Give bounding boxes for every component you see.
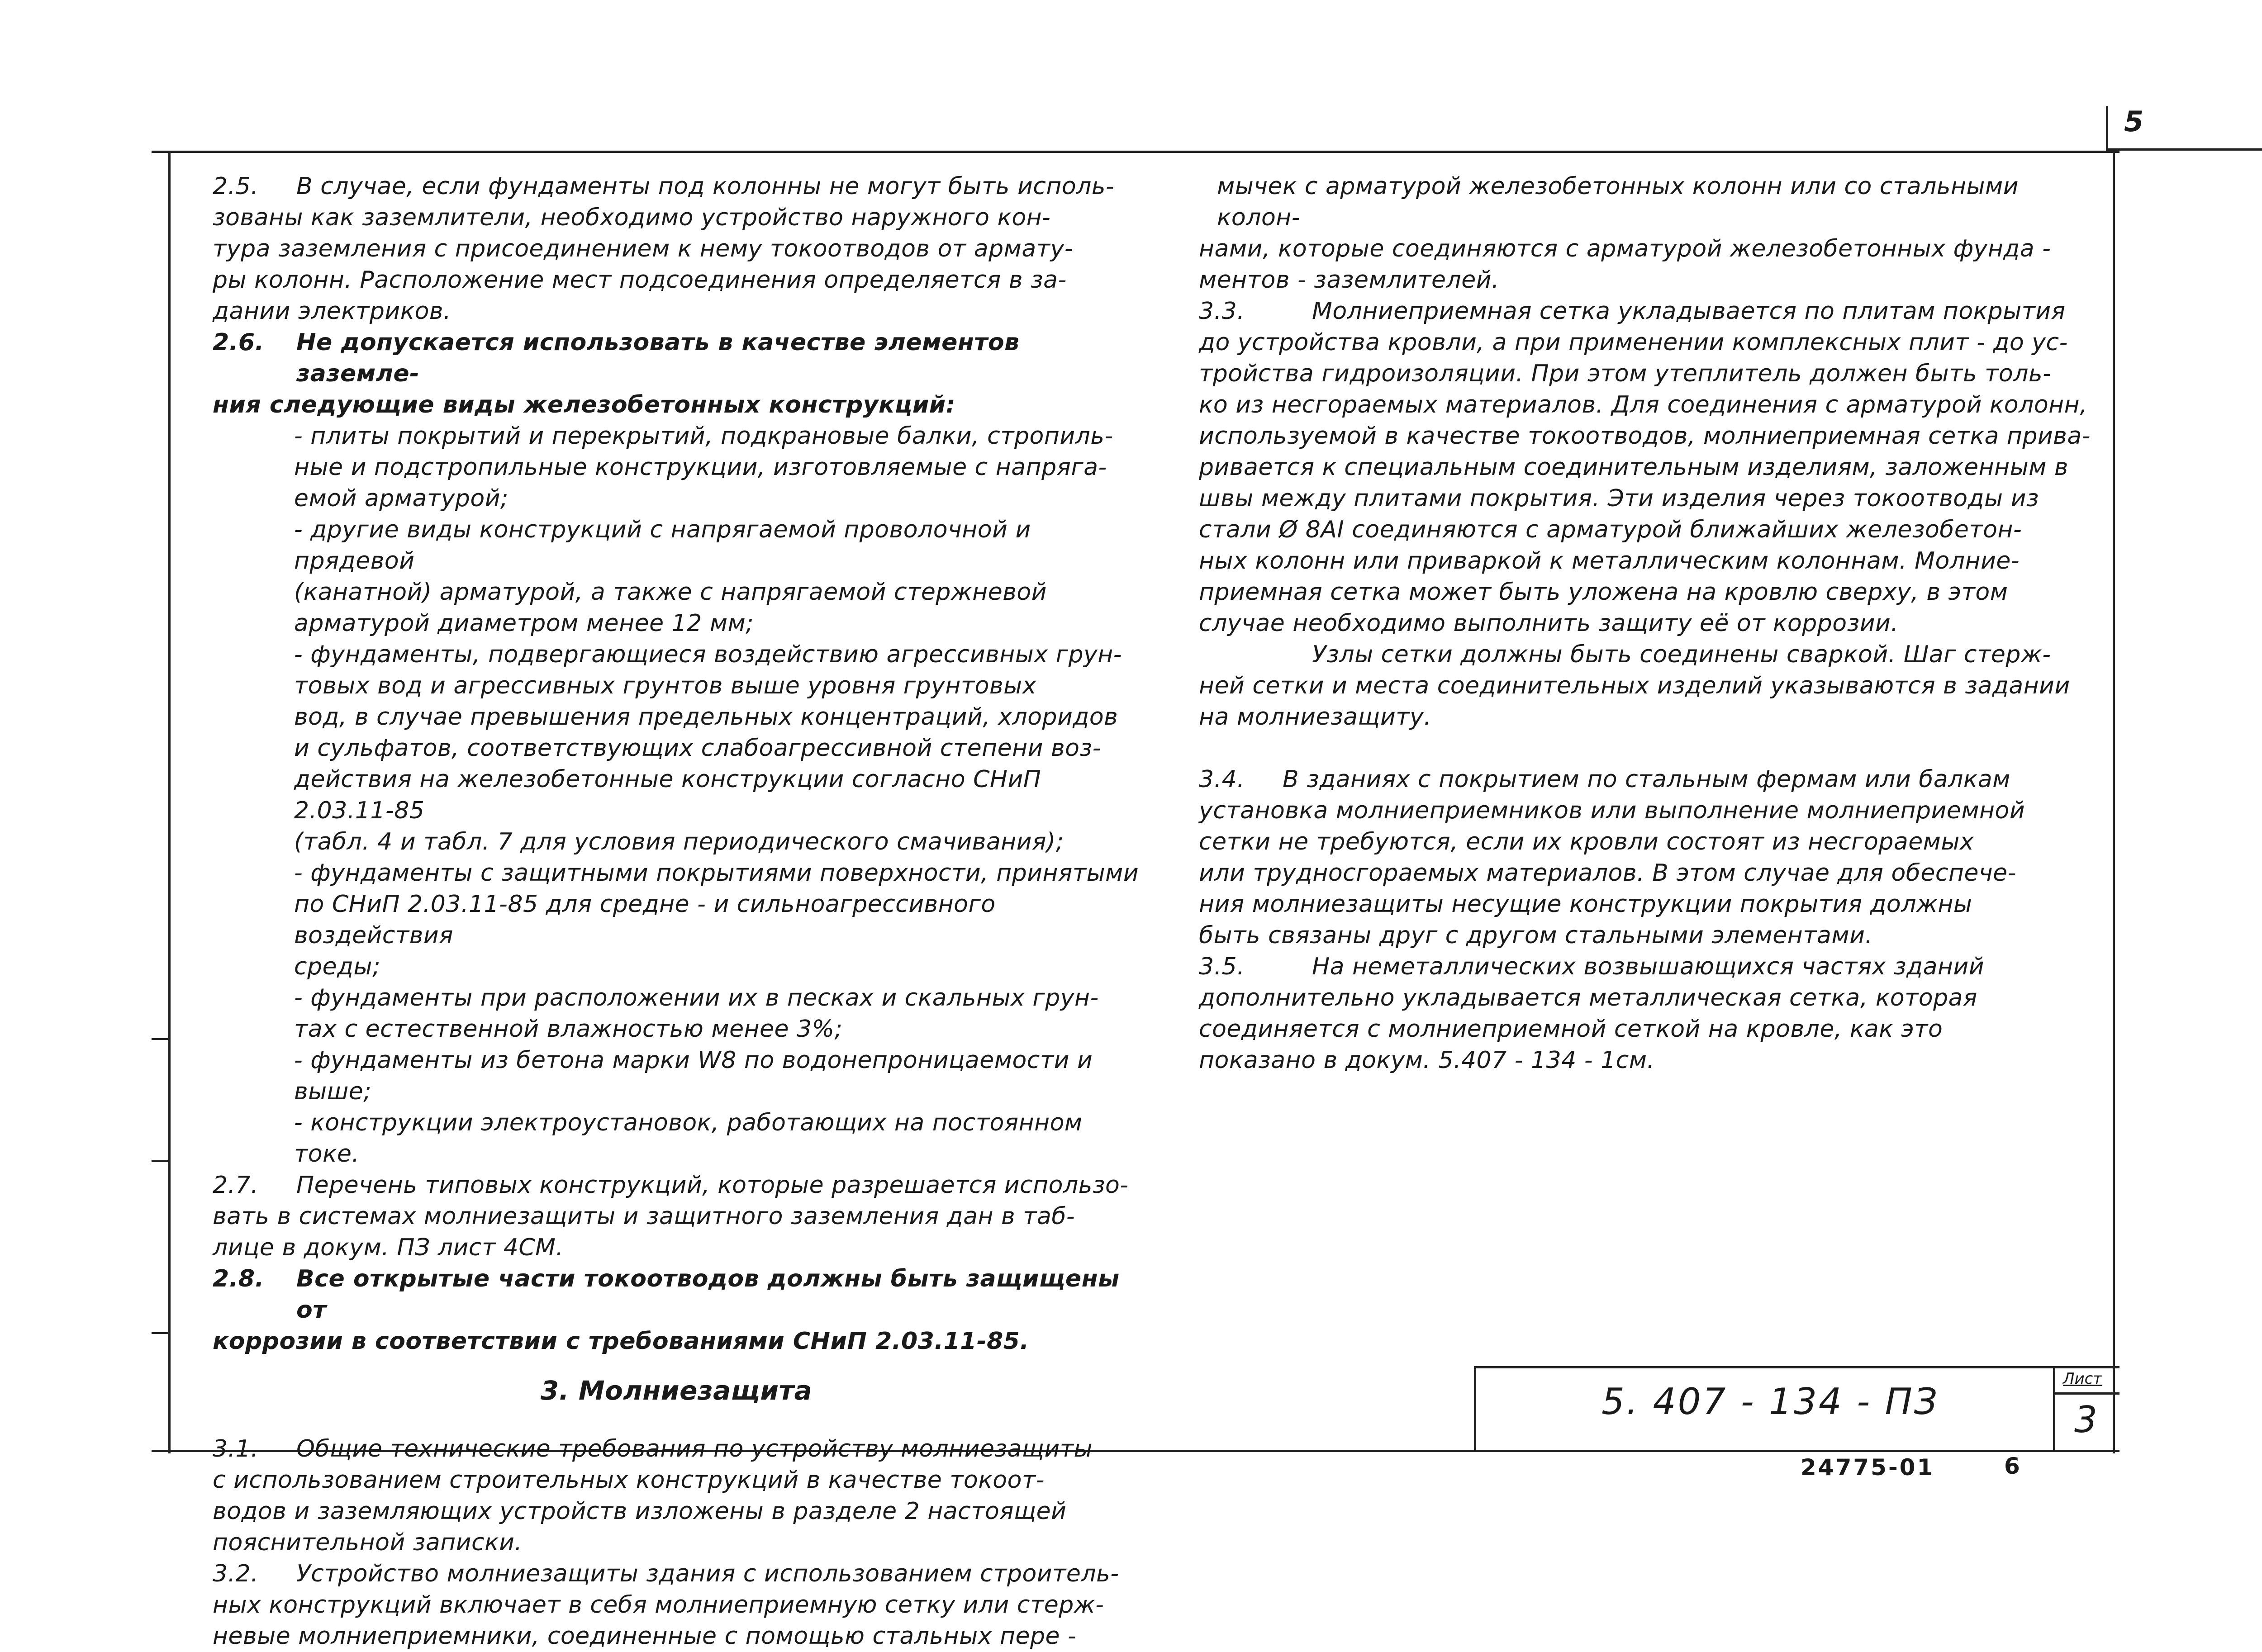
paragraph-line: водов и заземляющих устройств изложены в разделе 2 настоящей bbox=[213, 1498, 1067, 1525]
paragraph-line: случае необходимо выполнить защиту её от коррозии. bbox=[1199, 610, 1899, 637]
binding-mark bbox=[152, 1160, 170, 1162]
list-line: - фундаменты при расположении их в песках и скальных грун- bbox=[294, 984, 1099, 1011]
paragraph-number: 3.1. bbox=[213, 1435, 259, 1462]
list-line: емой арматурой; bbox=[294, 485, 509, 512]
list-line: - фундаменты из бетона марки W8 по водонепроницаемости и выше; bbox=[294, 1047, 1093, 1105]
list-line: (канатной) арматурой, а также с напрягаемой стержневой bbox=[294, 579, 1047, 606]
paragraph-line: ных конструкций включает в себя молниеприемную сетку или стерж- bbox=[213, 1591, 1104, 1619]
title-block-row-line bbox=[2053, 1392, 2119, 1395]
archive-number: 24775-01 bbox=[1801, 1454, 1935, 1481]
paragraph-2-8 bbox=[213, 1263, 1140, 1357]
paragraph-3-3 bbox=[1199, 296, 2108, 639]
paragraph-line: ривается к специальным соединительным изделиям, заложенным в bbox=[1199, 454, 2069, 481]
paragraph-line: ры колонн. Расположение мест подсоединения определяется в за- bbox=[213, 266, 1067, 294]
paragraph-3-2 bbox=[213, 1558, 1140, 1652]
paragraph-3-5 bbox=[1199, 951, 2108, 1076]
paragraph-line: сетки не требуются, если их кровли состоят из несгораемых bbox=[1199, 828, 1974, 855]
paragraph-line: дании электриков. bbox=[213, 298, 451, 325]
list-line: - плиты покрытий и перекрытий, подкрановые балки, стропиль- bbox=[294, 422, 1113, 450]
left-column bbox=[213, 171, 1140, 1652]
list-line: (табл. 4 и табл. 7 для условия периодического смачивания); bbox=[294, 828, 1064, 855]
paragraph-line: ния молниезащиты несущие конструкции покрытия должны bbox=[1199, 891, 1972, 918]
paragraph-continuation bbox=[1199, 171, 2108, 296]
paragraph-number: 3.2. bbox=[213, 1560, 259, 1587]
list-item bbox=[213, 514, 1140, 639]
list-line: тах с естественной влажностью менее 3%; bbox=[294, 1016, 843, 1043]
sheet-frame-right bbox=[2113, 151, 2115, 1453]
paragraph-3-1 bbox=[213, 1434, 1140, 1558]
list-item bbox=[213, 858, 1140, 983]
paragraph-2-7 bbox=[213, 1170, 1140, 1263]
corner-number: 5 bbox=[2124, 105, 2144, 138]
paragraph-line: На неметаллических возвышающихся частях зданий bbox=[1312, 953, 1985, 980]
sheet-frame-left bbox=[168, 151, 171, 1453]
paragraph-number: 2.7. bbox=[213, 1172, 259, 1199]
paragraph-line: на молниезащиту. bbox=[1199, 703, 1432, 731]
paragraph-line: В случае, если фундаменты под колонны не могут быть исполь- bbox=[296, 173, 1115, 200]
spacer bbox=[1199, 733, 2108, 764]
paragraph-number: 3.5. bbox=[1199, 953, 1245, 980]
paragraph-number: 2.8. bbox=[213, 1265, 264, 1292]
list-line: - фундаменты, подвергающиеся воздействию агрессивных грун- bbox=[294, 641, 1122, 668]
paragraph-line: стали Ø 8AI соединяются с арматурой ближайших железобетон- bbox=[1199, 516, 2022, 543]
document-code: 5. 407 - 134 - ПЗ bbox=[1601, 1381, 1939, 1423]
list-line: по СНиП 2.03.11-85 для средне - и сильноагрессивного воздействия bbox=[294, 891, 996, 949]
paragraph-line: Молниеприемная сетка укладывается по плитам покрытия bbox=[1312, 298, 2066, 325]
paragraph-line: установка молниеприемников или выполнение молниеприемной bbox=[1199, 797, 2025, 824]
paragraph-line: Не допускается использовать в качестве элементов заземле- bbox=[296, 329, 1020, 387]
paragraph-line: ния следующие виды железобетонных конструкций: bbox=[213, 391, 956, 418]
list-line: ные и подстропильные конструкции, изготовляемые с напряга- bbox=[294, 454, 1107, 481]
paragraph-line: лице в докум. ПЗ лист 4СМ. bbox=[213, 1234, 564, 1261]
paragraph-line: Все открытые части токоотводов должны быть защищены от bbox=[296, 1265, 1120, 1324]
list-item bbox=[213, 421, 1140, 514]
paragraph-line: В зданиях с покрытием по стальным фермам или балкам bbox=[1283, 766, 2010, 793]
list-line: - другие виды конструкций с напрягаемой проволочной и прядевой bbox=[294, 516, 1031, 574]
list-item bbox=[213, 639, 1140, 858]
title-block-divider bbox=[2053, 1366, 2055, 1452]
list-line: арматурой диаметром менее 12 мм; bbox=[294, 610, 754, 637]
paragraph-3-4 bbox=[1199, 764, 2108, 951]
list-line: среды; bbox=[294, 953, 381, 980]
paragraph-number: 3.4. bbox=[1199, 766, 1245, 793]
paragraph-line: невые молниеприемники, соединенные с помощью стальных пере - bbox=[213, 1623, 1077, 1650]
paragraph-line: приемная сетка может быть уложена на кровлю сверху, в этом bbox=[1199, 579, 2008, 606]
paragraph-line: Перечень типовых конструкций, которые разрешается использо- bbox=[296, 1172, 1129, 1199]
page-number: 6 bbox=[2004, 1453, 2020, 1479]
binding-mark bbox=[152, 1038, 170, 1040]
paragraph-3-3-continued bbox=[1199, 639, 2108, 733]
paragraph-line: или трудносгораемых материалов. В этом случае для обеспече- bbox=[1199, 859, 2016, 887]
paragraph-line: ней сетки и места соединительных изделий указываются в задании bbox=[1199, 672, 2070, 699]
paragraph-2-6 bbox=[213, 327, 1140, 421]
paragraph-line: Общие технические требования по устройству молниезащиты bbox=[296, 1435, 1093, 1462]
sheet-frame-top bbox=[152, 151, 2119, 153]
paragraph-number: 2.6. bbox=[213, 329, 264, 356]
list-item bbox=[213, 1107, 1140, 1170]
paragraph-line: швы между плитами покрытия. Эти изделия через токоотводы из bbox=[1199, 485, 2039, 512]
paragraph-line: вать в системах молниезащиты и защитного заземления дан в таб- bbox=[213, 1203, 1075, 1230]
paragraph-number: 2.5. bbox=[213, 173, 259, 200]
right-column bbox=[1199, 171, 2108, 1076]
list-line: - фундаменты с защитными покрытиями поверхности, принятыми bbox=[294, 859, 1139, 887]
binding-mark bbox=[152, 1332, 170, 1334]
paragraph-line: показано в докум. 5.407 - 134 - 1см. bbox=[1199, 1047, 1655, 1074]
sheet-number: 3 bbox=[2074, 1399, 2097, 1441]
paragraph-line: с использованием строительных конструкций в качестве токоот- bbox=[213, 1467, 1045, 1494]
paragraph-line: нами, которые соединяются с арматурой железобетонных фунда - bbox=[1199, 235, 2051, 262]
paragraph-line: ко из несгораемых материалов. Для соединения с арматурой колонн, bbox=[1199, 391, 2088, 418]
list-line: вод, в случае превышения предельных концентраций, хлоридов bbox=[294, 703, 1118, 731]
list-line: - конструкции электроустановок, работающих на постоянном токе. bbox=[294, 1109, 1083, 1168]
paragraph-line: пояснительной записки. bbox=[213, 1529, 523, 1556]
paragraph-line: дополнительно укладывается металлическая сетка, которая bbox=[1199, 984, 1977, 1011]
list-line: и сульфатов, соответствующих слабоагрессивной степени воз- bbox=[294, 735, 1101, 762]
paragraph-line: Узлы сетки должны быть соединены сваркой. Шаг стерж- bbox=[1312, 641, 2051, 668]
paragraph-line: мычек с арматурой железобетонных колонн или со стальными колон- bbox=[1217, 173, 2019, 231]
list-item bbox=[213, 983, 1140, 1045]
paragraph-line: до устройства кровли, а при применении комплексных плит - до ус- bbox=[1199, 329, 2068, 356]
paragraph-line: зованы как заземлители, необходимо устройство наружного кон- bbox=[213, 204, 1051, 231]
paragraph-line: тура заземления с присоединением к нему токоотводов от армату- bbox=[213, 235, 1074, 262]
paragraph-line: ных колонн или приваркой к металлическим колоннам. Молние- bbox=[1199, 547, 2020, 574]
list-item bbox=[213, 1045, 1140, 1107]
paragraph-number: 3.3. bbox=[1199, 298, 1245, 325]
paragraph-line: используемой в качестве токоотводов, молниеприемная сетка прива- bbox=[1199, 422, 2091, 450]
sheet-label: Лист bbox=[2063, 1370, 2102, 1388]
paragraph-line: быть связаны друг с другом стальными элементами. bbox=[1199, 922, 1873, 949]
list-line: товых вод и агрессивных грунтов выше уровня грунтовых bbox=[294, 672, 1036, 699]
exclusion-list bbox=[213, 421, 1140, 1170]
paragraph-2-5 bbox=[213, 171, 1140, 327]
paragraph-line: Устройство молниезащиты здания с использованием строитель- bbox=[296, 1560, 1119, 1587]
list-line: действия на железобетонные конструкции согласно СНиП 2.03.11-85 bbox=[294, 766, 1041, 824]
paragraph-line: тройства гидроизоляции. При этом утеплитель должен быть толь- bbox=[1199, 360, 2052, 387]
paragraph-line: соединяется с молниеприемной сеткой на кровле, как это bbox=[1199, 1016, 1943, 1043]
section-heading: 3. Молниезащита bbox=[540, 1375, 813, 1406]
paragraph-line: коррозии в соответствии с требованиями СНиП 2.03.11-85. bbox=[213, 1328, 1029, 1355]
paragraph-line: ментов - заземлителей. bbox=[1199, 266, 1500, 294]
